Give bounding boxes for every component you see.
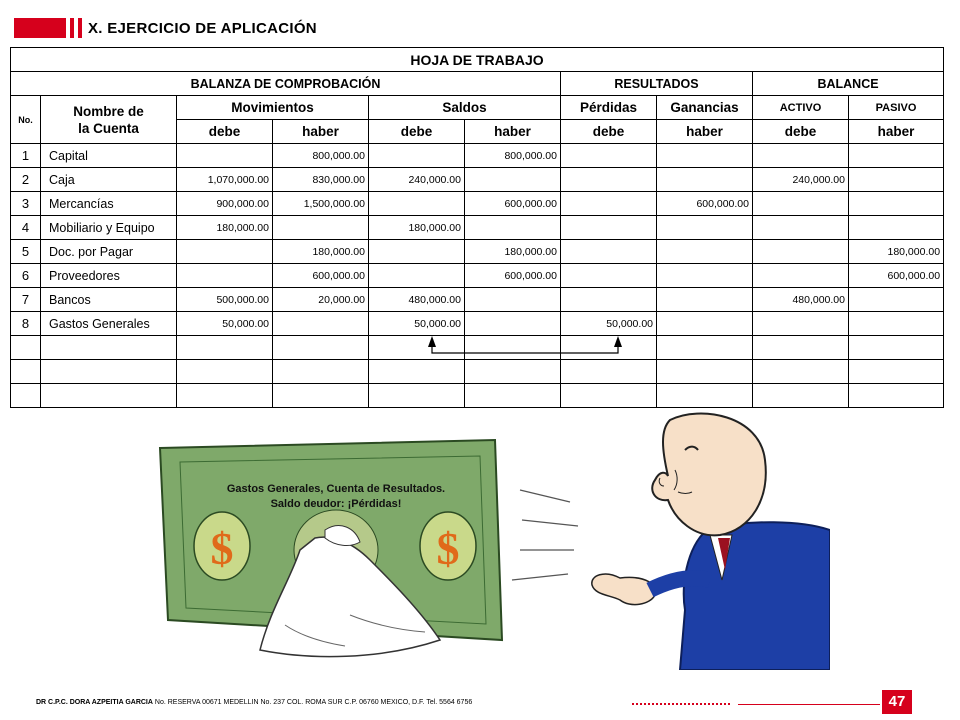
- motion-lines: [512, 490, 578, 580]
- amount-cell: [753, 240, 849, 264]
- amount-cell: [369, 192, 465, 216]
- amount-cell: [561, 264, 657, 288]
- table-row: [11, 336, 944, 360]
- amount-cell: [465, 312, 561, 336]
- amount-cell: 180,000.00: [177, 216, 273, 240]
- subheader-debe-4: debe: [561, 120, 657, 144]
- header-ganancias: Ganancias: [657, 96, 753, 120]
- account-name: Mercancías: [41, 192, 177, 216]
- row-number: 4: [11, 216, 41, 240]
- page-number: 47: [882, 690, 912, 714]
- amount-cell: [465, 384, 561, 408]
- amount-cell: [561, 336, 657, 360]
- amount-cell: [465, 168, 561, 192]
- row-number: [11, 360, 41, 384]
- table-row: [11, 384, 944, 408]
- worksheet-title: HOJA DE TRABAJO: [11, 48, 944, 72]
- amount-cell: [369, 384, 465, 408]
- footer-details: No. RESERVA 00671 MEDELLIN No. 237 COL. ROMA SUR C.P. 06760 MEXICO, D.F. Tel. 5564 6756: [152, 699, 473, 706]
- account-name: [41, 384, 177, 408]
- amount-cell: [177, 240, 273, 264]
- row-number: 2: [11, 168, 41, 192]
- subheader-debe-2: debe: [369, 120, 465, 144]
- table-row: [11, 168, 944, 192]
- row-number: 7: [11, 288, 41, 312]
- money-bill: [160, 440, 502, 657]
- amount-cell: [369, 264, 465, 288]
- header-no: No.: [11, 96, 41, 144]
- amount-cell: [657, 216, 753, 240]
- subheader-debe-6: debe: [753, 120, 849, 144]
- amount-cell: 800,000.00: [273, 144, 369, 168]
- table-row: [11, 288, 944, 312]
- subheader-debe-0: debe: [177, 120, 273, 144]
- amount-cell: [753, 384, 849, 408]
- account-name: Doc. por Pagar: [41, 240, 177, 264]
- cartoon-illustration: [150, 410, 830, 670]
- header-movimientos: Movimientos: [177, 96, 369, 120]
- amount-cell: [177, 264, 273, 288]
- amount-cell: 480,000.00: [369, 288, 465, 312]
- amount-cell: [849, 144, 944, 168]
- amount-cell: 20,000.00: [273, 288, 369, 312]
- table-row: [11, 360, 944, 384]
- row-number: [11, 336, 41, 360]
- amount-cell: 830,000.00: [273, 168, 369, 192]
- amount-cell: [657, 312, 753, 336]
- header-saldos: Saldos: [369, 96, 561, 120]
- amount-cell: 600,000.00: [273, 264, 369, 288]
- amount-cell: [465, 360, 561, 384]
- subheader-haber-5: haber: [657, 120, 753, 144]
- account-name: Mobiliario y Equipo: [41, 216, 177, 240]
- dollar-sign-right: $: [436, 523, 460, 574]
- account-name: Bancos: [41, 288, 177, 312]
- amount-cell: [465, 216, 561, 240]
- amount-cell: [561, 288, 657, 312]
- table-row: [11, 240, 944, 264]
- footer-text: [36, 699, 472, 706]
- amount-cell: [177, 360, 273, 384]
- header-account-name: [41, 96, 177, 144]
- amount-cell: [657, 144, 753, 168]
- amount-cell: 600,000.00: [657, 192, 753, 216]
- footer-author: DR C.P.C. DORA AZPEITIA GARCIA: [36, 699, 153, 706]
- amount-cell: [273, 336, 369, 360]
- footer-rule: [738, 704, 880, 705]
- table-row: [11, 264, 944, 288]
- amount-cell: [369, 240, 465, 264]
- amount-cell: [561, 144, 657, 168]
- amount-cell: [657, 240, 753, 264]
- account-name: Proveedores: [41, 264, 177, 288]
- header-perdidas: Pérdidas: [561, 96, 657, 120]
- amount-cell: [753, 312, 849, 336]
- amount-cell: [369, 144, 465, 168]
- amount-cell: [849, 216, 944, 240]
- table-row: [11, 216, 944, 240]
- amount-cell: [849, 360, 944, 384]
- header-account-name-line2: la Cuenta: [78, 120, 139, 136]
- header-balanza: BALANZA DE COMPROBACIÓN: [11, 72, 561, 96]
- row-number: 5: [11, 240, 41, 264]
- amount-cell: [561, 384, 657, 408]
- amount-cell: [849, 336, 944, 360]
- amount-cell: [465, 288, 561, 312]
- amount-cell: [849, 312, 944, 336]
- amount-cell: [849, 192, 944, 216]
- footer-dotted-line: [632, 703, 730, 705]
- amount-cell: [561, 240, 657, 264]
- amount-cell: [273, 216, 369, 240]
- amount-cell: 50,000.00: [561, 312, 657, 336]
- amount-cell: [561, 192, 657, 216]
- bill-text-line2: Saldo deudor: ¡Pérdidas!: [270, 498, 402, 510]
- row-number: 1: [11, 144, 41, 168]
- amount-cell: [273, 360, 369, 384]
- amount-cell: [177, 144, 273, 168]
- amount-cell: 600,000.00: [465, 264, 561, 288]
- header-pasivo: PASIVO: [849, 96, 944, 120]
- bill-text-line1: Gastos Generales, Cuenta de Resultados.: [226, 483, 446, 495]
- amount-cell: [849, 384, 944, 408]
- amount-cell: [657, 360, 753, 384]
- subheader-haber-1: haber: [273, 120, 369, 144]
- account-name: [41, 336, 177, 360]
- amount-cell: [273, 312, 369, 336]
- section-title: X. EJERCICIO DE APLICACIÓN: [88, 20, 317, 37]
- table-row: [11, 144, 944, 168]
- amount-cell: [753, 192, 849, 216]
- amount-cell: 180,000.00: [849, 240, 944, 264]
- amount-cell: 240,000.00: [753, 168, 849, 192]
- amount-cell: [177, 384, 273, 408]
- row-number: 6: [11, 264, 41, 288]
- amount-cell: [369, 360, 465, 384]
- amount-cell: 50,000.00: [369, 312, 465, 336]
- header-activo: ACTIVO: [753, 96, 849, 120]
- amount-cell: 900,000.00: [177, 192, 273, 216]
- amount-cell: 240,000.00: [369, 168, 465, 192]
- amount-cell: [177, 336, 273, 360]
- amount-cell: 1,070,000.00: [177, 168, 273, 192]
- amount-cell: [753, 144, 849, 168]
- account-name: Caja: [41, 168, 177, 192]
- table-row: [11, 312, 944, 336]
- amount-cell: [753, 360, 849, 384]
- amount-cell: 480,000.00: [753, 288, 849, 312]
- amount-cell: 180,000.00: [465, 240, 561, 264]
- table-row: [11, 192, 944, 216]
- amount-cell: [657, 264, 753, 288]
- account-name: [41, 360, 177, 384]
- header-account-name-line1: Nombre de: [73, 103, 144, 119]
- amount-cell: [561, 216, 657, 240]
- amount-cell: 600,000.00: [465, 192, 561, 216]
- amount-cell: [561, 168, 657, 192]
- amount-cell: 180,000.00: [369, 216, 465, 240]
- row-number: [11, 384, 41, 408]
- amount-cell: [753, 264, 849, 288]
- header-balance: BALANCE: [753, 72, 944, 96]
- amount-cell: 600,000.00: [849, 264, 944, 288]
- row-number: 8: [11, 312, 41, 336]
- amount-cell: [849, 288, 944, 312]
- bald-man: [592, 413, 830, 670]
- amount-cell: 800,000.00: [465, 144, 561, 168]
- amount-cell: [657, 288, 753, 312]
- amount-cell: [273, 384, 369, 408]
- amount-cell: 1,500,000.00: [273, 192, 369, 216]
- amount-cell: [753, 216, 849, 240]
- amount-cell: [561, 360, 657, 384]
- amount-cell: [849, 168, 944, 192]
- amount-cell: [657, 336, 753, 360]
- amount-cell: [657, 384, 753, 408]
- worksheet-table: [10, 47, 944, 408]
- account-name: Capital: [41, 144, 177, 168]
- account-name: Gastos Generales: [41, 312, 177, 336]
- amount-cell: [369, 336, 465, 360]
- row-number: 3: [11, 192, 41, 216]
- subheader-haber-3: haber: [465, 120, 561, 144]
- amount-cell: 500,000.00: [177, 288, 273, 312]
- header-resultados: RESULTADOS: [561, 72, 753, 96]
- dollar-sign-left: $: [210, 523, 234, 574]
- amount-cell: 180,000.00: [273, 240, 369, 264]
- amount-cell: 50,000.00: [177, 312, 273, 336]
- subheader-haber-7: haber: [849, 120, 944, 144]
- amount-cell: [753, 336, 849, 360]
- amount-cell: [465, 336, 561, 360]
- amount-cell: [657, 168, 753, 192]
